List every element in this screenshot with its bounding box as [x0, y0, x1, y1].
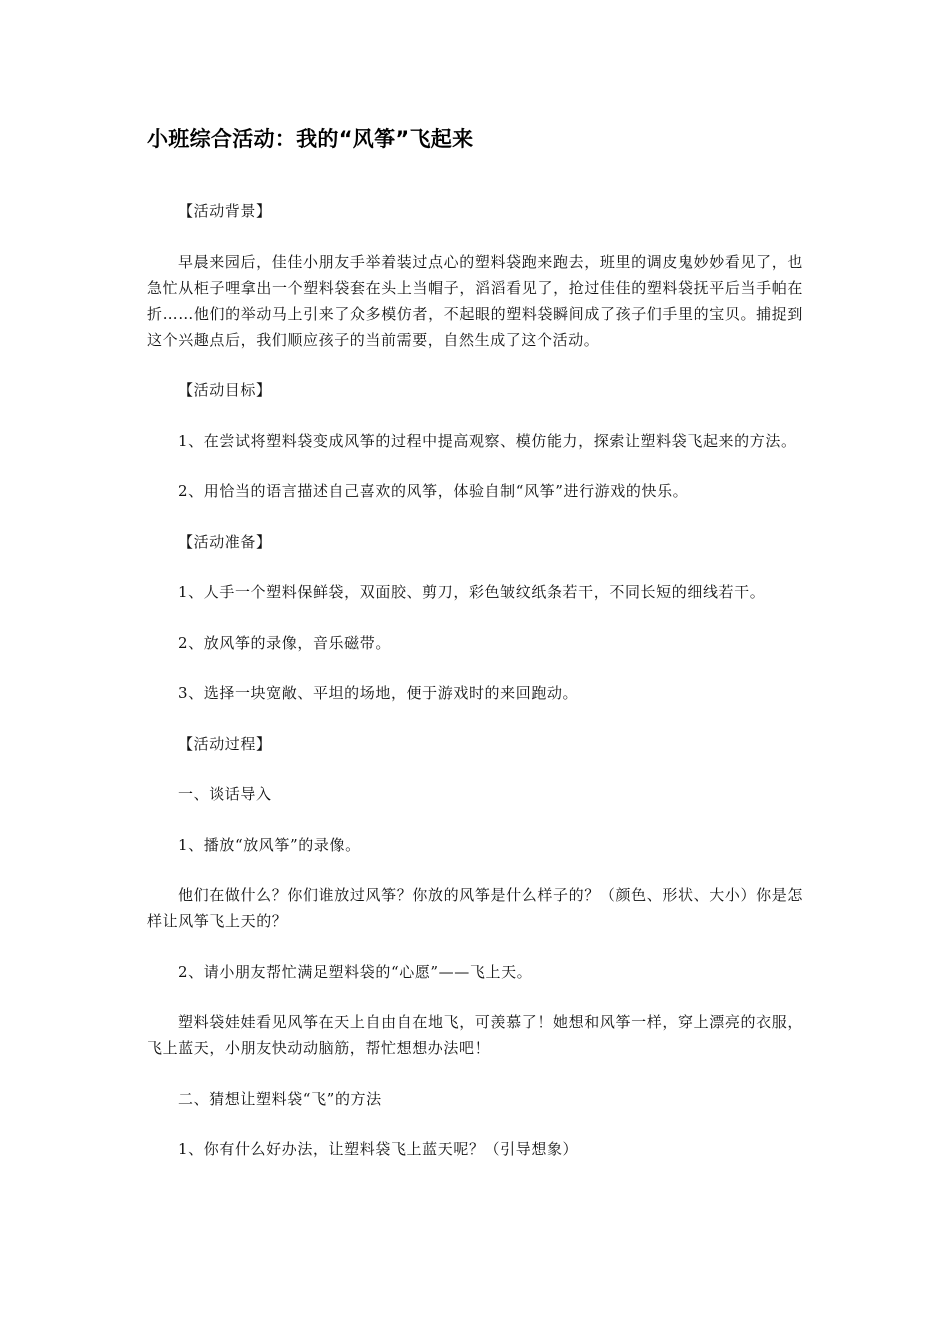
- process-step-1-story: 塑料袋娃娃看见风筝在天上自由自在地飞，可羡慕了！她想和风筝一样，穿上漂亮的衣服，飞上蓝天，小朋友快动动脑筋，帮忙想想办法吧！: [147, 1013, 803, 1057]
- paragraph-background: 早晨来园后，佳佳小朋友手举着装过点心的塑料袋跑来跑去，班里的调皮鬼妙妙看见了，也急忙从柜子哩拿出一个塑料袋套在头上当帽子，滔滔看见了，抢过佳佳的塑料袋抚平后当手帕在折……他们的举动马上引来了众多模仿者，不起眼的塑料袋瞬间成了孩子们手里的宝贝。捕捉到这个兴趣点后，我们顺应孩子的当前需要，自然生成了这个活动。: [147, 252, 803, 349]
- process-step-2-item-1: 1、你有什么好办法，让塑料袋飞上蓝天呢？（引导想象）: [178, 1140, 579, 1158]
- process-step-1-heading: 一、谈话导入: [178, 785, 272, 803]
- section-heading-process: 【活动过程】: [178, 734, 272, 753]
- preparation-item-3: 3、选择一块宽敞、平坦的场地，便于游戏时的来回跑动。: [178, 684, 579, 702]
- document-title: 小班综合活动：我的“风筝”飞起来: [147, 127, 474, 151]
- section-heading-background: 【活动背景】: [178, 202, 272, 220]
- section-heading-preparation: 【活动准备】: [178, 532, 272, 551]
- preparation-item-2: 2、放风筝的录像，音乐磁带。: [178, 633, 391, 652]
- section-heading-goals: 【活动目标】: [178, 381, 272, 399]
- process-step-1-questions: 他们在做什么？你们谁放过风筝？你放的风筝是什么样子的？（颜色、形状、大小）你是怎样让风筝飞上天的？: [147, 886, 803, 930]
- document-body: [147, 198, 803, 1187]
- goal-item-2: 2、用恰当的语言描述自己喜欢的风筝，体验自制“风筝”进行游戏的快乐。: [178, 482, 689, 500]
- process-step-2-heading: 二、猜想让塑料袋“飞”的方法: [178, 1089, 382, 1108]
- process-step-1-item-1: 1、播放“放风筝”的录像。: [178, 835, 361, 854]
- preparation-item-1: 1、人手一个塑料保鲜袋，双面胶、剪刀，彩色皱纹纸条若干，不同长短的细线若干。: [178, 583, 766, 601]
- process-step-1-item-2: 2、请小朋友帮忙满足塑料袋的“心愿”——飞上天。: [178, 962, 533, 981]
- goal-item-1: 1、在尝试将塑料袋变成风筝的过程中提高观察、模仿能力，探索让塑料袋飞起来的方法。: [178, 431, 797, 450]
